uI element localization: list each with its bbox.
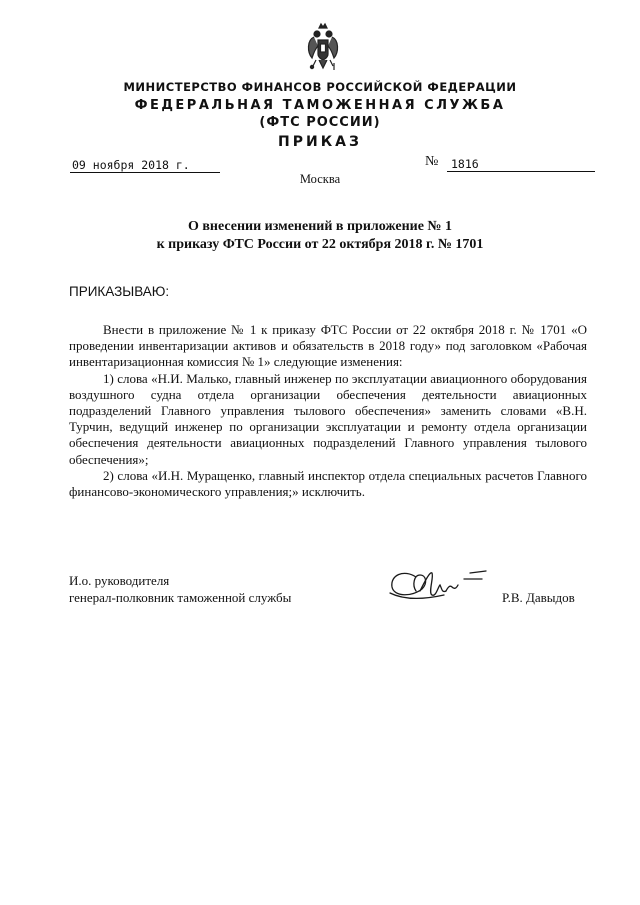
document-type: ПРИКАЗ (278, 134, 362, 150)
service-abbreviation: (ФТС РОССИИ) (259, 115, 381, 130)
service-name: ФЕДЕРАЛЬНАЯ ТАМОЖЕННАЯ СЛУЖБА (134, 98, 506, 113)
title-line-1: О внесении изменений в приложение № 1 (187, 219, 452, 234)
coat-of-arms-icon (306, 22, 340, 78)
document-title (0, 218, 640, 254)
body-intro: Внести в приложение № 1 к приказу ФТС России от 22 октября 2018 г. № 1701 «О проведении инвентаризации активов и обязательств в 2018 году» под заголовком «Рабочая инвентаризационная комиссия № 1» следующие изменения: (69, 322, 587, 370)
handwritten-signature-icon (386, 563, 496, 607)
order-word: ПРИКАЗЫВАЮ: (69, 284, 170, 299)
body-item-1: 1) слова «Н.И. Малько, главный инженер по эксплуатации авиационного оборудования воздушного судна отдела организации обеспечения деятельности авиационных подразделений Главного управления тылового обеспечения» заменить словами «В.Н. Турчин, ведущий инженер по организации эксплуатации и ремонту отдела организации обеспечения деятельности авиационных подразделений Главного управления тылового обеспечения»; (69, 370, 587, 467)
city: Москва (299, 172, 341, 186)
number-label: № (425, 154, 439, 169)
title-line-2: к приказу ФТС России от 22 октября 2018 г. № 1701 (156, 237, 484, 252)
document-number: 1816 (447, 157, 595, 172)
signatory-position-line-2: генерал-полковник таможенной службы (69, 590, 292, 605)
ministry-name: МИНИСТЕРСТВО ФИНАНСОВ РОССИЙСКОЙ ФЕДЕРАЦИИ (123, 80, 517, 94)
document-date: 09 ноября 2018 г. (70, 158, 220, 173)
document-body (69, 322, 587, 500)
signatory-name: Р.В. Давыдов (502, 590, 575, 605)
signatory-position-line-1: И.о. руководителя (69, 573, 170, 588)
body-item-2: 2) слова «И.Н. Муращенко, главный инспектор отдела специальных расчетов Главного финансово-экономического управления;» исключить. (69, 467, 587, 500)
